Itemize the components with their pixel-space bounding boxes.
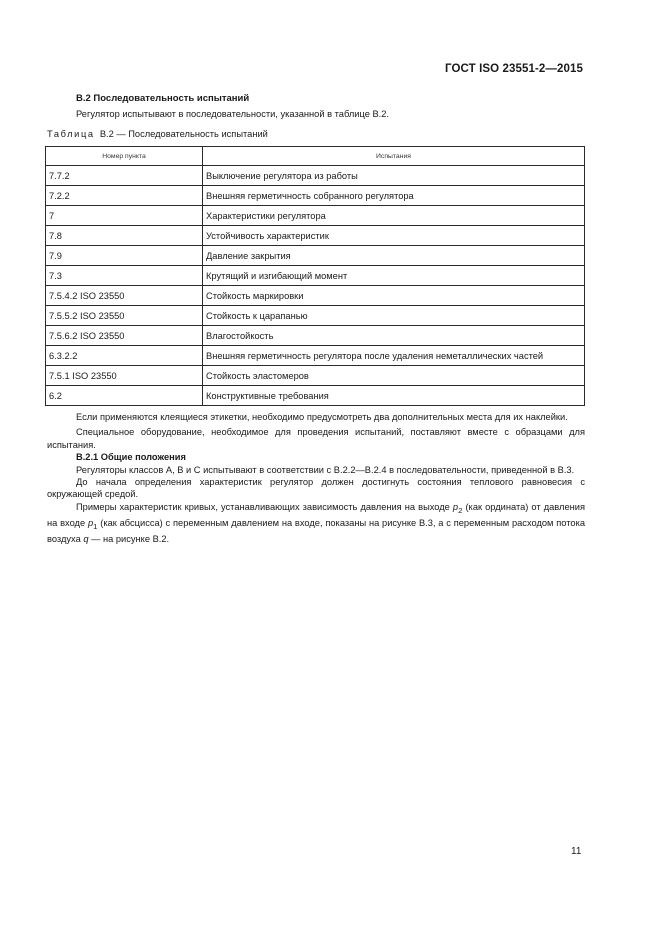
- cell-clause: 7.5.4.2 ISO 23550: [46, 286, 203, 306]
- table-row: [46, 206, 585, 226]
- table-row: [46, 166, 585, 186]
- table-caption: [47, 129, 268, 139]
- table-row: [46, 306, 585, 326]
- table-caption-title: В.2 — Последовательность испытаний: [99, 129, 268, 139]
- curves-text-a: Примеры характеристик кривых, устанавливающих зависимость давления на выходе: [76, 501, 453, 512]
- cell-test: Стойкость маркировки: [203, 286, 585, 306]
- cell-test: Конструктивные требования: [203, 386, 585, 406]
- table-row: [46, 246, 585, 266]
- body-text: [47, 411, 585, 546]
- cell-clause: 7: [46, 206, 203, 226]
- paragraph-equipment: Специальное оборудование, необходимое для проведения испытаний, поставляют вместе с образцами для испытания.: [47, 427, 585, 450]
- subscript-2: 2: [458, 505, 463, 515]
- table-row: [46, 266, 585, 286]
- table-row: [46, 226, 585, 246]
- curves-text-d: — на рисунке В.2.: [88, 534, 170, 545]
- page-number: 11: [571, 846, 582, 857]
- standard-designation: ГОСТ ISO 23551-2—2015: [445, 63, 583, 75]
- table-header-row: [46, 147, 585, 166]
- cell-test: Выключение регулятора из работы: [203, 166, 585, 186]
- var-p2: p: [452, 501, 459, 512]
- cell-clause: 7.5.1 ISO 23550: [46, 366, 203, 386]
- cell-test: Внешняя герметичность собранного регулятора: [203, 186, 585, 206]
- table-body: [46, 166, 585, 406]
- cell-clause: 7.9: [46, 246, 203, 266]
- subscript-1: 1: [93, 521, 98, 531]
- cell-test: Внешняя герметичность регулятора после удаления неметаллических частей: [203, 346, 585, 366]
- test-sequence-table: [45, 146, 585, 406]
- paragraph-classes: Регуляторы классов А, В и С испытывают в соответствии с В.2.2—В.2.4 в последовательности, приведенной в В.3.: [76, 464, 575, 475]
- var-q: q: [83, 534, 89, 545]
- subsection-heading: В.2.1 Общие положения: [76, 452, 186, 463]
- table-caption-prefix: Таблица: [47, 129, 95, 139]
- cell-clause: 7.5.6.2 ISO 23550: [46, 326, 203, 346]
- paragraph-labels: Если применяются клеящиеся этикетки, необходимо предусмотреть два дополнительных места для их наклейки.: [76, 412, 568, 422]
- cell-clause: 6.3.2.2: [46, 346, 203, 366]
- cell-clause: 7.7.2: [46, 166, 203, 186]
- cell-test: Давление закрытия: [203, 246, 585, 266]
- cell-clause: 7.5.5.2 ISO 23550: [46, 306, 203, 326]
- cell-test: Стойкость эластомеров: [203, 366, 585, 386]
- column-header-clause: Номер пункта: [46, 147, 203, 166]
- table-row: [46, 326, 585, 346]
- table-row: [46, 346, 585, 366]
- cell-test: Характеристики регулятора: [203, 206, 585, 226]
- section-intro: Регулятор испытывают в последовательности, указанной в таблице В.2.: [76, 109, 389, 119]
- column-header-tests: Испытания: [203, 147, 585, 166]
- table-row: [46, 366, 585, 386]
- cell-clause: 6.2: [46, 386, 203, 406]
- cell-test: Стойкость к царапанью: [203, 306, 585, 326]
- paragraph-equilibrium: До начала определения характеристик регулятор должен достигнуть состояния теплового равновесия с окружающей средой.: [47, 477, 585, 500]
- cell-test: Влагостойкость: [203, 326, 585, 346]
- paragraph-curves: [47, 501, 585, 546]
- cell-clause: 7.8: [46, 226, 203, 246]
- cell-test: Устойчивость характеристик: [203, 226, 585, 246]
- table-row: [46, 186, 585, 206]
- cell-clause: 7.3: [46, 266, 203, 286]
- cell-clause: 7.2.2: [46, 186, 203, 206]
- curves-text-b: (как ордината) от давления на входе: [47, 501, 585, 529]
- section-heading: В.2 Последовательность испытаний: [76, 93, 250, 104]
- curves-text-c: (как абсцисса) с переменным давлением на входе, показаны на рисунке В.3, а с переменным расходом потока воздуха: [47, 518, 586, 545]
- var-p1: p: [87, 518, 94, 529]
- cell-test: Крутящий и изгибающий момент: [203, 266, 585, 286]
- table-row: [46, 286, 585, 306]
- table-row: [46, 386, 585, 406]
